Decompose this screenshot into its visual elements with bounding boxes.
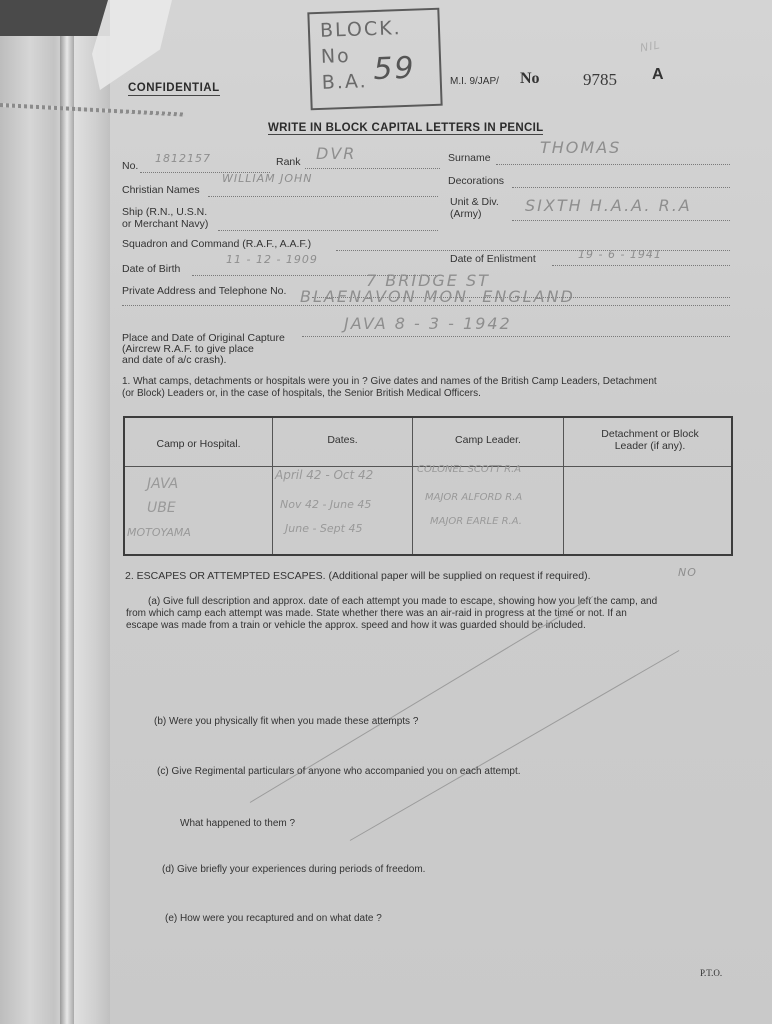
- table-row-3-dates: June - Sept 45: [285, 522, 363, 535]
- address-label: Private Address and Telephone No.: [122, 285, 287, 297]
- enlistment-dotline: [552, 265, 730, 266]
- instruction-heading: WRITE IN BLOCK CAPITAL LETTERS IN PENCIL: [268, 122, 544, 134]
- table-row-1-leader: COLONEL SCOTT R.A: [417, 464, 522, 475]
- header-detachment-leader: Detachment or Block Leader (if any).: [601, 428, 699, 452]
- table-row-1-camp: JAVA: [147, 476, 179, 492]
- capture-label-2: (Aircrew R.A.F. to give place: [122, 343, 254, 355]
- unit-label-2: (Army): [450, 208, 482, 220]
- q1-text-line-1: 1. What camps, detachments or hospitals were you in ? Give dates and names of the British Camp Leaders, Detachment: [122, 376, 657, 387]
- christian-names-label: Christian Names: [122, 184, 200, 196]
- unit-value: SIXTH H.A.A. R.A: [525, 196, 692, 215]
- stamp-line-3: B.A.: [321, 70, 368, 94]
- enlistment-value: 19 - 6 - 1941: [578, 248, 662, 261]
- q1-text-line-2: (or Block) Leaders or, in the case of hospitals, the Senior British Medical Officers.: [122, 388, 481, 399]
- table-row-2-leader: MAJOR ALFORD R.A: [425, 492, 523, 503]
- no-value: 1812157: [155, 152, 211, 165]
- stamp-line-1: BLOCK.: [319, 17, 402, 42]
- unit-dotline: [512, 220, 730, 221]
- header-dates: Dates.: [327, 434, 358, 446]
- table-row-3-leader: MAJOR EARLE R.A.: [430, 516, 522, 527]
- binder-top-cover: [0, 0, 110, 36]
- ship-label-2: or Merchant Navy): [122, 218, 209, 230]
- q2d-text: (d) Give briefly your experiences during periods of freedom.: [162, 864, 426, 875]
- rank-dotline: [305, 168, 440, 169]
- capture-label-3: and date of a/c crash).: [122, 354, 227, 366]
- q2a-line-1: (a) Give full description and approx. date of each attempt you made to escape, showing how you left the camp, and: [148, 596, 658, 607]
- block-stamp: [307, 8, 442, 111]
- table-row-3-camp: MOTOYAMA: [127, 526, 191, 539]
- address-value-2: BLAENAVON MON. ENGLAND: [300, 287, 575, 306]
- squadron-dotline: [336, 250, 730, 251]
- decorations-dotline: [512, 187, 730, 188]
- q2-title: 2. ESCAPES OR ATTEMPTED ESCAPES. (Additional paper will be supplied on request if required).: [125, 570, 591, 582]
- surname-value: THOMAS: [540, 138, 622, 157]
- dob-value: 11 - 12 - 1909: [226, 253, 318, 266]
- mi-reference: M.I. 9/JAP/: [450, 76, 499, 87]
- rank-label: Rank: [276, 156, 301, 168]
- christian-names-dotline: [208, 196, 438, 197]
- capture-dotline: [302, 336, 730, 337]
- stamp-number: 59: [372, 50, 417, 88]
- surname-label: Surname: [448, 152, 491, 164]
- decorations-label: Decorations: [448, 175, 505, 187]
- ship-dotline: [218, 230, 438, 231]
- nil-note: NIL: [639, 38, 662, 55]
- squadron-label: Squadron and Command (R.A.F., A.A.F.): [122, 238, 312, 250]
- table-row-2-dates: Nov 42 - June 45: [280, 498, 372, 511]
- ship-label-1: Ship (R.N., U.S.N.: [122, 206, 208, 218]
- q2c-text: (c) Give Regimental particulars of anyone who accompanied you on each attempt.: [157, 766, 521, 777]
- surname-dotline: [496, 164, 730, 165]
- header-camp-leader: Camp Leader.: [455, 434, 521, 446]
- no-label: No.: [122, 160, 139, 172]
- rank-value: DVR: [316, 144, 357, 163]
- q2b-text: (b) Were you physically fit when you made these attempts ?: [154, 716, 419, 727]
- q2c-followup: What happened to them ?: [180, 818, 296, 829]
- christian-names-value: WILLIAM JOHN: [222, 172, 313, 185]
- binder-fold: [60, 0, 74, 1024]
- q2a-line-2: from which camp each attempt was made. State whether there was an air-raid in progress at the time or not. If an: [126, 608, 627, 619]
- address-value-1: 7 BRIDGE ST: [366, 271, 490, 290]
- form-number-suffix: A: [652, 66, 664, 83]
- table-row-1-dates: April 42 - Oct 42: [275, 468, 374, 482]
- capture-value: JAVA 8 - 3 - 1942: [344, 314, 512, 333]
- unit-label-1: Unit & Div.: [450, 196, 499, 208]
- table-col-divider: [563, 418, 564, 554]
- q2e-text: (e) How were you recaptured and on what date ?: [165, 913, 382, 924]
- number-label: No: [520, 70, 540, 87]
- table-row-2-camp: UBE: [147, 500, 176, 516]
- stamp-line-2: No: [320, 44, 352, 68]
- camps-table: [123, 416, 733, 556]
- enlistment-label: Date of Enlistment: [450, 253, 536, 265]
- q2a-line-3: escape was made from a train or vehicle the approx. speed and how it was guarded should be included.: [126, 620, 586, 631]
- form-number: 9785: [583, 70, 617, 89]
- q2-no-note: NO: [678, 566, 697, 579]
- capture-label-1: Place and Date of Original Capture: [122, 332, 285, 344]
- dob-label: Date of Birth: [122, 263, 181, 275]
- confidential-label: CONFIDENTIAL: [128, 82, 220, 94]
- pto-label: P.T.O.: [700, 968, 723, 978]
- header-camp: Camp or Hospital.: [156, 438, 241, 450]
